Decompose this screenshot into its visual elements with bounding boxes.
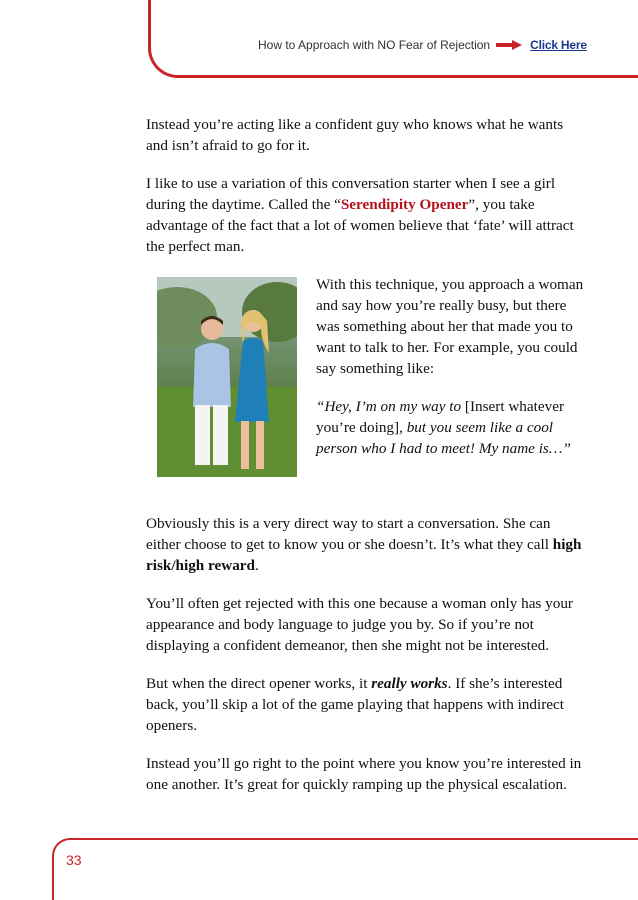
footer-frame [52,838,638,900]
paragraph-go-right: Instead you’ll go right to the point where you know you’re interested in one another. It’s great for quickly ramping up the physical escalation. [146,755,582,793]
paragraph-direct-way: Obviously this is a very direct way to start a conversation. She can either choose to get to know you or she doesn’t. It’s what they call high risk/high reward. [146,515,582,574]
paragraph-serendipity: I like to use a variation of this conversation starter when I see a girl during the daytime. Called the “Serendipity Opener”, you take advantage of the fact that a lot of women believe that ‘fate’ will attract the perfect man. [146,175,574,255]
paragraph-rejected: You’ll often get rejected with this one because a woman only has your appearance and body language to judge you by. So if you’re not displaying a confident demeanor, then she might not be interested. [146,595,573,654]
high-risk-term: high risk/high reward [146,536,582,574]
paragraph-confident-guy: Instead you’re acting like a confident guy who knows what he wants and isn’t afraid to go for it. [146,116,564,154]
serendipity-opener-term: Serendipity Opener [340,196,469,213]
click-here-link[interactable]: Click Here [530,38,587,52]
couple-photo [157,277,297,477]
page-content [146,114,586,812]
arrow-right-icon [496,40,522,50]
really-works-term: really works [371,675,448,692]
couple-illustration [157,277,297,477]
figure-block [146,274,586,496]
header-title: How to Approach with NO Fear of Rejection [258,38,491,52]
photo-caption-text [316,274,586,476]
paragraph-direct-works: But when the direct opener works, it really works. If she’s interested back, you’ll skip a lot of the game playing that happens with indirect openers. [146,675,564,734]
header-banner [258,38,587,52]
page-number: 33 [66,852,82,868]
quote-example: “Hey, I’m on my way to [Insert whatever you’re doing], but you seem like a cool person who I had to meet! My name is…” [316,398,571,457]
paragraph-technique: With this technique, you approach a woman and say how you’re really busy, but there was something about her that made you to want to talk to her. For example, you could say something like: [316,276,584,377]
